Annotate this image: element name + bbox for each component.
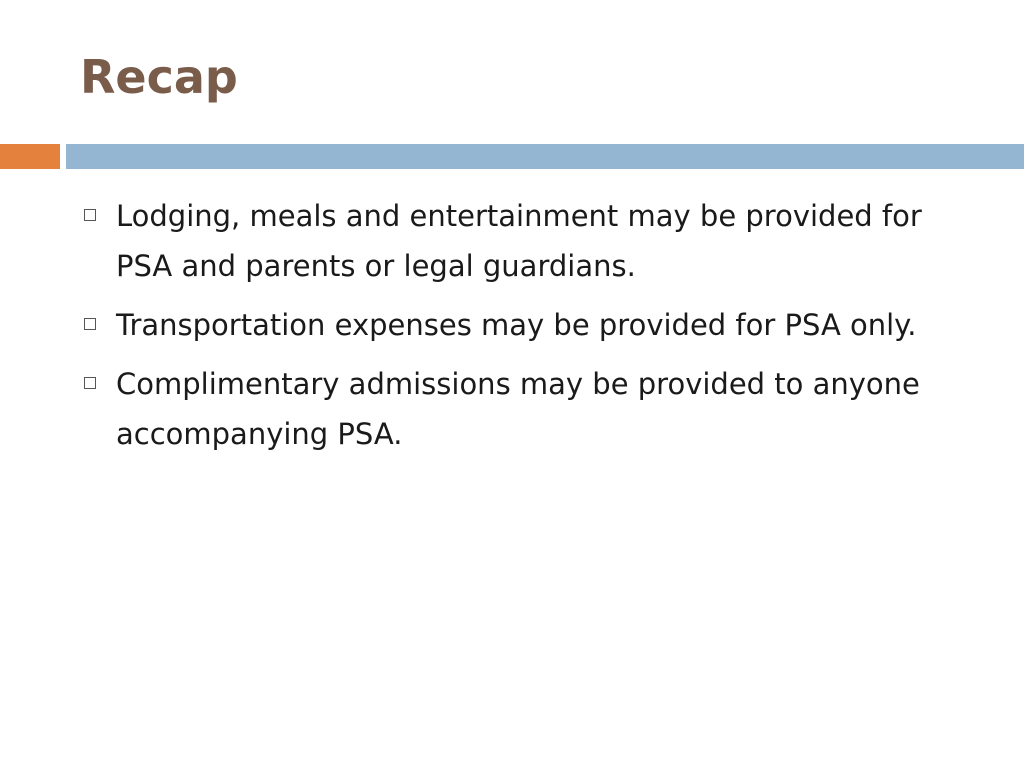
bullet-text: Lodging, meals and entertainment may be provided for PSA and parents or legal guardians. — [116, 199, 922, 283]
bullet-text: Complimentary admissions may be provided to anyone accompanying PSA. — [116, 367, 920, 451]
hollow-square-bullet-icon — [84, 377, 96, 389]
accent-bar-orange — [0, 144, 60, 169]
hollow-square-bullet-icon — [84, 209, 96, 221]
hollow-square-bullet-icon — [84, 318, 96, 330]
bullet-text: Transportation expenses may be provided for PSA only. — [116, 308, 917, 342]
slide-title: Recap — [80, 50, 238, 104]
accent-bar-blue — [66, 144, 1024, 169]
bullet-item-admissions — [80, 359, 980, 459]
bullet-item-lodging — [80, 191, 980, 291]
bullet-list — [80, 191, 980, 468]
bullet-item-transportation — [80, 300, 980, 350]
